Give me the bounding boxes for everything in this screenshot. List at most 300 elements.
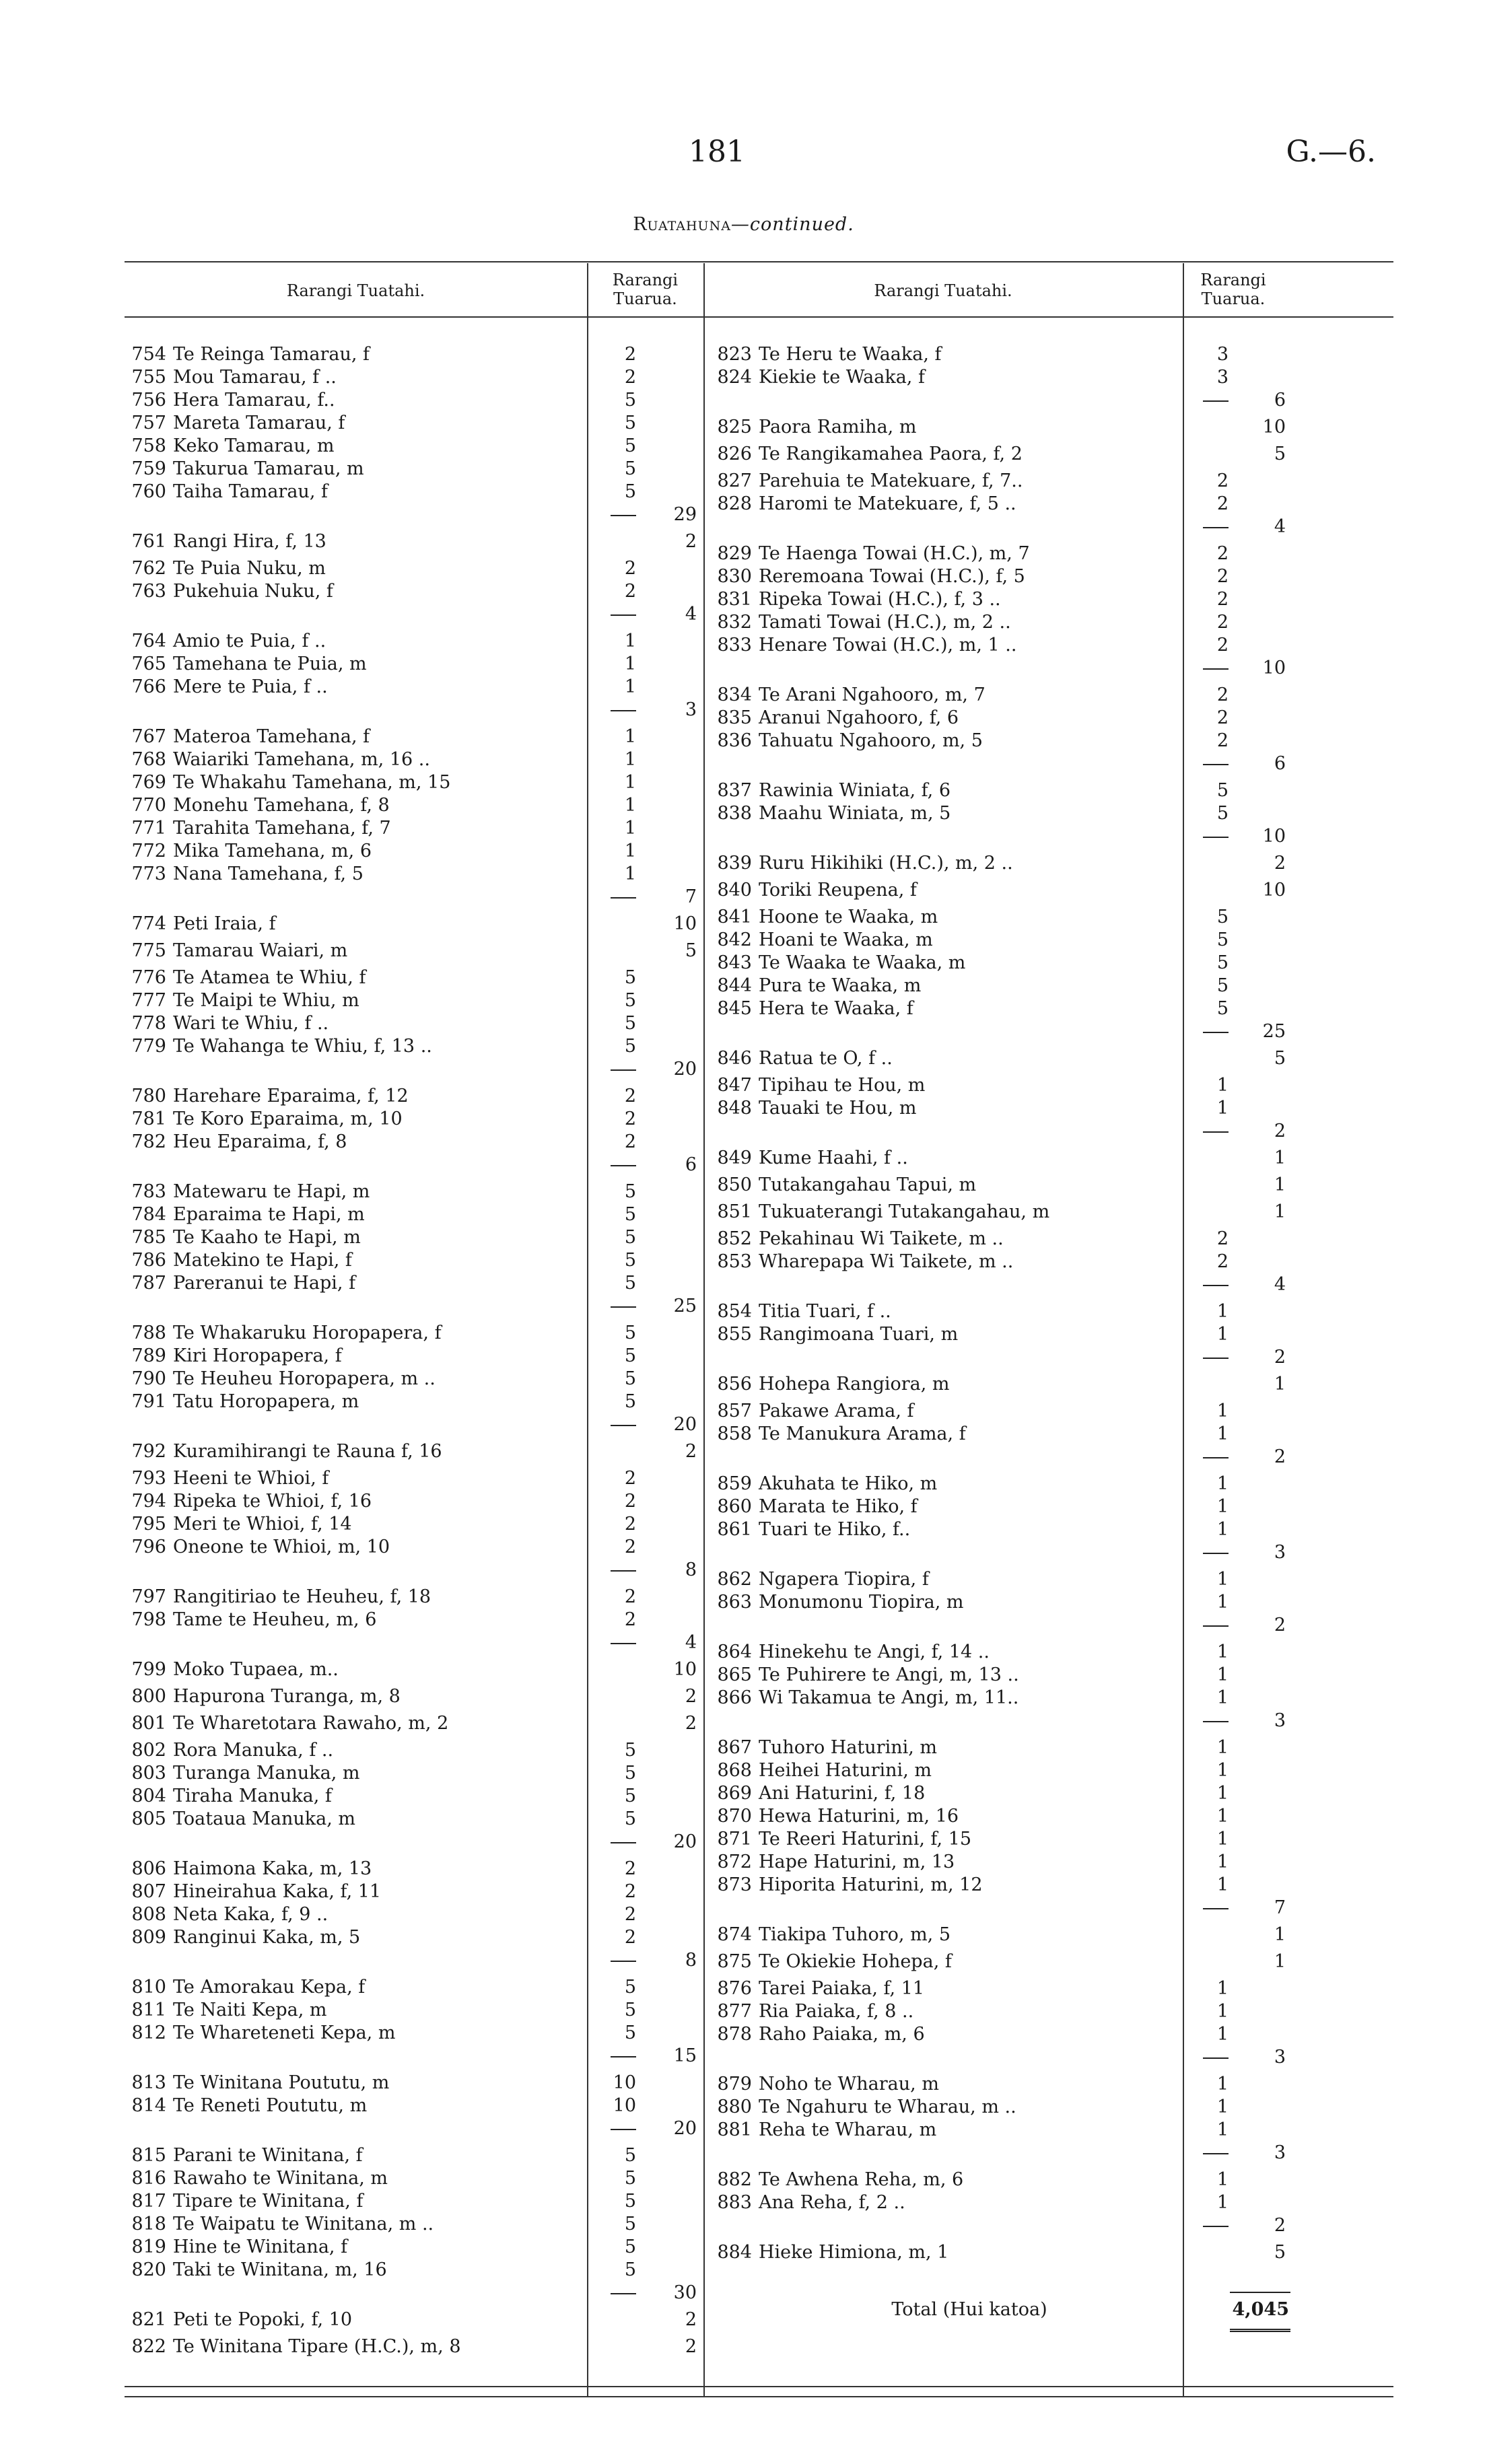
table-row — [0, 1518, 1487, 1541]
entry-number: 843 — [717, 952, 752, 973]
entry-share: 2 — [624, 1609, 636, 1630]
table-row — [0, 1473, 1487, 1495]
entry-name: Toataua Manuka, m — [173, 1808, 356, 1829]
subtotal-rule — [1203, 1457, 1229, 1458]
entry-number: 879 — [717, 2074, 752, 2095]
entry-subtotal: 25 — [673, 1296, 697, 1316]
entry-name: Hoani te Waaka, m — [759, 929, 933, 950]
entry-share: 2 — [624, 1927, 636, 1948]
entry-share: 1 — [624, 726, 636, 747]
entry-number: 870 — [717, 1806, 752, 1827]
entry-name: Te Kaaho te Hapi, m — [173, 1227, 361, 1248]
entry-share: 2 — [624, 1468, 636, 1489]
entry-subtotal: 8 — [685, 1559, 697, 1580]
subtotal-row — [0, 1897, 1487, 1920]
table-row — [0, 1805, 1487, 1828]
entry-share: 1 — [1216, 1687, 1229, 1708]
entry-number: 840 — [717, 880, 752, 901]
subtotal-row — [0, 516, 1487, 538]
entry-total: 5 — [685, 940, 697, 961]
entry-name: Takurua Tamarau, m — [173, 458, 364, 479]
entry-name: Te Wharetotara Rawaho, m, 2 — [173, 1713, 449, 1734]
entry-name: Hineirahua Kaka, f, 11 — [173, 1881, 382, 1902]
entry-number: 876 — [717, 1978, 752, 1999]
entry-number: 827 — [717, 470, 752, 491]
entry-name: Heu Eparaima, f, 8 — [173, 1131, 347, 1152]
entry-number: 832 — [717, 612, 752, 633]
table-row — [0, 2191, 1487, 2214]
entry-name: Te Amorakau Kepa, f — [173, 1977, 366, 1998]
entry-share: 1 — [1216, 2097, 1229, 2117]
entry-number: 800 — [131, 1686, 166, 1707]
entry-name: Ripeka Towai (H.C.), f, 3 .. — [759, 589, 1001, 610]
entry-number: 763 — [131, 581, 166, 602]
entry-share: 1 — [1216, 1783, 1229, 1804]
entry-subtotal: 6 — [1274, 753, 1286, 774]
entry-number: 842 — [717, 929, 752, 950]
table-row — [0, 416, 1487, 439]
entry-share: 1 — [624, 818, 636, 839]
entry-name: Hiporita Haturini, m, 12 — [759, 1874, 983, 1895]
table-row — [0, 493, 1487, 516]
entry-name: Hera Tamarau, f.. — [173, 390, 335, 411]
subtotal-row — [0, 1710, 1487, 1732]
entry-subtotal: 2 — [1274, 1446, 1286, 1467]
entry-share: 10 — [613, 2072, 636, 2093]
entry-name: Toriki Reupena, f — [759, 880, 917, 901]
table-row — [0, 802, 1487, 825]
entry-number: 882 — [717, 2169, 752, 2190]
entry-name: Peti Iraia, f — [173, 913, 276, 934]
document-code: G.—6. — [1286, 135, 1376, 169]
entry-name: Tarahita Tamehana, f, 7 — [173, 818, 391, 839]
entry-share: 2 — [624, 581, 636, 602]
subtotal-row — [0, 2214, 1487, 2237]
entry-name: Nana Tamehana, f, 5 — [173, 864, 364, 884]
entry-name: Mika Tamehana, m, 6 — [173, 841, 372, 861]
table-row — [0, 1977, 1487, 2000]
table-row — [0, 2000, 1487, 2023]
entry-number: 797 — [131, 1586, 166, 1607]
entry-subtotal: 20 — [673, 1414, 697, 1435]
entry-number: 872 — [717, 1852, 752, 1872]
entry-subtotal: 8 — [685, 1950, 697, 1971]
entry-share: 3 — [1216, 367, 1229, 388]
entry-number: 844 — [717, 975, 752, 996]
entry-name: Te Rangikamahea Paora, f, 2 — [759, 444, 1023, 464]
entry-name: Tauaki te Hou, m — [759, 1098, 917, 1119]
table-row — [0, 952, 1487, 975]
table-row — [0, 975, 1487, 997]
table-row — [0, 997, 1487, 1020]
entry-number: 838 — [717, 803, 752, 824]
entry-share: 1 — [1216, 2192, 1229, 2213]
entry-total: 2 — [685, 2336, 697, 2357]
entry-share: 2 — [1216, 589, 1229, 610]
subtotal-row — [0, 1614, 1487, 1637]
entry-name: Rangimoana Tuari, m — [759, 1324, 959, 1345]
entry-name: Pareranui te Hapi, f — [173, 1273, 356, 1294]
entry-share: 1 — [1216, 1473, 1229, 1494]
table-row — [0, 1828, 1487, 1851]
table-row — [0, 1423, 1487, 1446]
entry-name: Rora Manuka, f .. — [173, 1740, 334, 1761]
entry-name: Monumonu Tiopira, m — [759, 1592, 964, 1613]
subtotal-rule — [1203, 837, 1229, 838]
subtotal-row — [0, 1020, 1487, 1043]
entry-total: 5 — [1274, 1048, 1286, 1069]
table-row — [0, 906, 1487, 929]
left-name-header: Rarangi Tuatahi. — [286, 281, 425, 300]
table-row — [0, 1373, 1487, 1396]
entry-share: 2 — [1216, 566, 1229, 587]
table-row — [0, 1950, 1487, 1973]
entry-number: 857 — [717, 1401, 752, 1421]
entry-subtotal: 4 — [685, 1632, 697, 1653]
entry-share: 5 — [624, 1204, 636, 1225]
entry-name: Waiariki Tamehana, m, 16 .. — [173, 749, 430, 770]
entry-share: 1 — [1216, 1496, 1229, 1517]
entry-number: 779 — [131, 1036, 166, 1057]
entry-share: 5 — [624, 1181, 636, 1202]
entry-share: 1 — [1216, 1978, 1229, 1999]
subtotal-row — [0, 752, 1487, 775]
entry-share: 5 — [1216, 998, 1229, 1019]
entry-name: Noho te Wharau, m — [759, 2074, 939, 2095]
entry-name: Henare Towai (H.C.), m, 1 .. — [759, 635, 1017, 656]
table-row — [0, 1400, 1487, 1423]
entry-name: Haimona Kaka, m, 13 — [173, 1858, 372, 1879]
entry-number: 873 — [717, 1874, 752, 1895]
entry-name: Rawaho te Winitana, m — [173, 2168, 388, 2189]
entry-number: 826 — [717, 444, 752, 464]
entry-number: 818 — [131, 2214, 166, 2234]
entry-name: Te Haenga Towai (H.C.), m, 7 — [759, 543, 1030, 564]
entry-number: 796 — [131, 1537, 166, 1557]
entry-name: Raho Paiaka, m, 6 — [759, 2024, 925, 2045]
entry-number: 833 — [717, 635, 752, 656]
entry-subtotal: 4 — [685, 604, 697, 625]
entry-number: 860 — [717, 1496, 752, 1517]
entry-number: 760 — [131, 481, 166, 502]
entry-number: 825 — [717, 417, 752, 437]
entry-name: Pekahinau Wi Taikete, m .. — [759, 1228, 1004, 1249]
entry-share: 5 — [624, 458, 636, 479]
table-row — [0, 1201, 1487, 1224]
entry-number: 805 — [131, 1808, 166, 1829]
entry-number: 821 — [131, 2309, 166, 2330]
entry-name: Kiekie te Waaka, f — [759, 367, 925, 388]
entry-share: 5 — [624, 481, 636, 502]
entry-name: Ria Paiaka, f, 8 .. — [759, 2001, 914, 2022]
entry-share: 5 — [624, 1763, 636, 1784]
entry-name: Parehuia te Matekuare, f, 7.. — [759, 470, 1023, 491]
entry-total: 5 — [1274, 2242, 1286, 2263]
entry-number: 802 — [131, 1740, 166, 1761]
entry-number: 863 — [717, 1592, 752, 1613]
entry-number: 878 — [717, 2024, 752, 2045]
entry-total: 2 — [685, 531, 697, 552]
entry-number: 809 — [131, 1927, 166, 1948]
table-row — [0, 2119, 1487, 2142]
entry-name: Te Waipatu te Winitana, m .. — [173, 2214, 434, 2234]
table-row — [0, 1147, 1487, 1170]
subtotal-row — [0, 657, 1487, 680]
subtotal-row — [0, 2046, 1487, 2069]
entry-number: 806 — [131, 1858, 166, 1879]
entry-total: 10 — [1262, 417, 1286, 437]
entry-number: 785 — [131, 1227, 166, 1248]
entry-name: Parani te Winitana, f — [173, 2145, 363, 2166]
entry-name: Harehare Eparaima, f, 12 — [173, 1086, 409, 1106]
entry-name: Te Whakaruku Horopapera, f — [173, 1323, 442, 1343]
subtotal-row — [0, 2142, 1487, 2164]
entry-subtotal: 6 — [1274, 390, 1286, 411]
entry-name: Rawinia Winiata, f, 6 — [759, 780, 951, 801]
entry-share: 2 — [624, 1514, 636, 1535]
entry-number: 808 — [131, 1904, 166, 1925]
entry-number: 864 — [717, 1642, 752, 1662]
entry-number: 820 — [131, 2259, 166, 2280]
entry-number: 869 — [717, 1783, 752, 1804]
entry-number: 804 — [131, 1786, 166, 1806]
entry-subtotal: 2 — [1274, 2215, 1286, 2236]
entry-name: Hieke Himiona, m, 1 — [759, 2242, 949, 2263]
entry-name: Moko Tupaea, m.. — [173, 1659, 339, 1680]
table-row — [0, 1591, 1487, 1614]
entry-number: 856 — [717, 1374, 752, 1395]
left-value-header-line2: Tuarua. — [613, 289, 677, 308]
entry-number: 764 — [131, 631, 166, 652]
entry-share: 1 — [1216, 1423, 1229, 1444]
entry-name: Te Naiti Kepa, m — [173, 2000, 327, 2020]
entry-number: 822 — [131, 2336, 166, 2357]
entry-name: Ngapera Tiopira, f — [759, 1569, 929, 1590]
entry-share: 5 — [624, 1740, 636, 1761]
entry-number: 877 — [717, 2001, 752, 2022]
entry-share: 5 — [624, 2237, 636, 2257]
entry-share: 5 — [624, 435, 636, 456]
entry-share: 2 — [624, 558, 636, 579]
table-row — [0, 1251, 1487, 1273]
entry-number: 795 — [131, 1514, 166, 1535]
entry-number: 776 — [131, 967, 166, 988]
entry-name: Te Waaka te Waaka, m — [759, 952, 966, 973]
entry-number: 772 — [131, 841, 166, 861]
entry-name: Matekino te Hapi, f — [173, 1250, 352, 1271]
entry-share: 1 — [1216, 2169, 1229, 2190]
entry-share: 2 — [1216, 707, 1229, 728]
entry-name: Tarei Paiaka, f, 11 — [759, 1978, 925, 1999]
entry-name: Tutakangahau Tapui, m — [759, 1174, 977, 1195]
entry-name: Heihei Haturini, m — [759, 1760, 932, 1781]
total-double-rule — [1230, 2329, 1290, 2332]
entry-number: 803 — [131, 1763, 166, 1784]
entry-share: 5 — [624, 2022, 636, 2043]
entry-total: 5 — [1274, 444, 1286, 464]
entry-share: 5 — [624, 1391, 636, 1412]
entry-subtotal: 7 — [685, 886, 697, 907]
entry-number: 834 — [717, 684, 752, 705]
entry-name: Pura te Waaka, m — [759, 975, 922, 996]
entry-number: 848 — [717, 1098, 752, 1119]
entry-number: 884 — [717, 2242, 752, 2263]
entry-share: 2 — [624, 1108, 636, 1129]
entry-subtotal: 4 — [1274, 516, 1286, 537]
entry-total: 10 — [673, 913, 697, 934]
entry-total: 2 — [685, 1686, 697, 1707]
entry-name: Tamati Towai (H.C.), m, 2 .. — [759, 612, 1011, 633]
entry-name: Kiri Horopapera, f — [173, 1345, 342, 1366]
entry-total: 1 — [1274, 1924, 1286, 1945]
entry-number: 847 — [717, 1075, 752, 1096]
table-row — [0, 366, 1487, 389]
table-row — [0, 1174, 1487, 1197]
entry-share: 5 — [624, 1368, 636, 1389]
entry-share: 2 — [1216, 1228, 1229, 1249]
entry-share: 5 — [624, 1808, 636, 1829]
entry-subtotal: 10 — [1262, 658, 1286, 678]
entry-total: 10 — [1262, 880, 1286, 901]
entry-number: 881 — [717, 2119, 752, 2140]
entry-total: 1 — [1274, 1148, 1286, 1168]
entry-name: Te Reinga Tamarau, f — [173, 344, 370, 365]
entry-share: 5 — [1216, 803, 1229, 824]
entry-name: Matewaru te Hapi, m — [173, 1181, 370, 1202]
entry-share: 2 — [624, 1586, 636, 1607]
entry-name: Te Puhirere te Angi, m, 13 .. — [759, 1664, 1019, 1685]
entry-name: Te Winitana Tipare (H.C.), m, 8 — [173, 2336, 461, 2357]
entry-name: Hape Haturini, m, 13 — [759, 1852, 955, 1872]
entry-number: 883 — [717, 2192, 752, 2213]
entry-number: 839 — [717, 853, 752, 874]
entry-share: 1 — [1216, 1642, 1229, 1662]
entry-number: 874 — [717, 1924, 752, 1945]
entry-share: 5 — [624, 1227, 636, 1248]
table-row — [0, 1874, 1487, 1897]
entry-subtotal: 6 — [685, 1154, 697, 1175]
entry-number: 817 — [131, 2191, 166, 2212]
entry-share: 5 — [624, 390, 636, 411]
entry-share: 1 — [624, 749, 636, 770]
table-row — [0, 588, 1487, 611]
entry-share: 2 — [624, 1131, 636, 1152]
entry-number: 835 — [717, 707, 752, 728]
entry-number: 755 — [131, 367, 166, 388]
entry-total: 2 — [1274, 853, 1286, 874]
entry-share: 1 — [1216, 1829, 1229, 1850]
entry-total: 10 — [673, 1659, 697, 1680]
entry-subtotal: 20 — [673, 1831, 697, 1852]
entry-name: Tame te Heuheu, m, 6 — [173, 1609, 377, 1630]
entry-name: Materoa Tamehana, f — [173, 726, 370, 747]
entry-share: 1 — [624, 864, 636, 884]
entry-number: 854 — [717, 1301, 752, 1322]
right-value-header-line1: Rarangi — [1200, 271, 1266, 289]
subtotal-rule — [1203, 1032, 1229, 1033]
entry-number: 845 — [717, 998, 752, 1019]
entry-name: Aranui Ngahooro, f, 6 — [759, 707, 959, 728]
entry-subtotal: 3 — [685, 699, 697, 720]
entry-name: Te Manukura Arama, f — [759, 1423, 966, 1444]
table-row — [0, 611, 1487, 634]
entry-name: Peti te Popoki, f, 10 — [173, 2309, 352, 2330]
entry-number: 837 — [717, 780, 752, 801]
entry-share: 5 — [624, 2145, 636, 2166]
entry-share: 1 — [1216, 1301, 1229, 1322]
table-row — [0, 1300, 1487, 1323]
entry-number: 836 — [717, 730, 752, 751]
entry-share: 1 — [1216, 2024, 1229, 2045]
entry-number: 774 — [131, 913, 166, 934]
entry-number: 754 — [131, 344, 166, 365]
entry-number: 756 — [131, 390, 166, 411]
entry-number: 759 — [131, 458, 166, 479]
entry-name: Hewa Haturini, m, 16 — [759, 1806, 959, 1827]
entry-name: Mareta Tamarau, f — [173, 413, 345, 433]
table-row — [0, 542, 1487, 565]
entry-name: Te Heru te Waaka, f — [759, 344, 942, 365]
entry-number: 801 — [131, 1713, 166, 1734]
entry-name: Paora Ramiha, m — [759, 417, 917, 437]
entry-share: 2 — [1216, 493, 1229, 514]
table-row — [0, 2169, 1487, 2191]
entry-name: Heeni te Whioi, f — [173, 1468, 329, 1489]
right-value-header-line2: Tuarua. — [1201, 289, 1266, 308]
entry-subtotal: 25 — [1262, 1021, 1286, 1042]
entry-number: 871 — [717, 1829, 752, 1850]
entry-number: 829 — [717, 543, 752, 564]
table-row — [0, 1687, 1487, 1710]
entry-name: Taki te Winitana, m, 16 — [173, 2259, 387, 2280]
entry-share: 5 — [1216, 975, 1229, 996]
entry-share: 1 — [1216, 1737, 1229, 1758]
subtotal-rule — [1203, 1721, 1229, 1722]
entry-number: 855 — [717, 1324, 752, 1345]
entry-name: Te Wahanga te Whiu, f, 13 .. — [173, 1036, 432, 1057]
table-row — [0, 470, 1487, 493]
entry-number: 862 — [717, 1569, 752, 1590]
entry-name: Neta Kaka, f, 9 .. — [173, 1904, 328, 1925]
entry-subtotal: 10 — [1262, 826, 1286, 847]
entry-share: 5 — [624, 1345, 636, 1366]
entry-subtotal: 2 — [1274, 1347, 1286, 1368]
table-row — [0, 634, 1487, 657]
table-row — [0, 730, 1487, 752]
table-row — [0, 1641, 1487, 1664]
entry-share: 1 — [624, 654, 636, 674]
subtotal-rule — [1203, 1625, 1229, 1627]
entry-share: 2 — [624, 344, 636, 365]
entry-share: 2 — [1216, 1251, 1229, 1272]
subtotal-rule — [1203, 1908, 1229, 1909]
entry-subtotal: 15 — [673, 2045, 697, 2066]
entry-share: 1 — [1216, 1874, 1229, 1895]
table-row — [0, 707, 1487, 730]
entry-share: 5 — [624, 1250, 636, 1271]
entry-name: Marata te Hiko, f — [759, 1496, 918, 1517]
entry-share: 2 — [1216, 543, 1229, 564]
entry-name: Pakawe Arama, f — [759, 1401, 914, 1421]
entry-number: 771 — [131, 818, 166, 839]
entry-number: 784 — [131, 1204, 166, 1225]
entry-name: Hohepa Rangiora, m — [759, 1374, 950, 1395]
entry-number: 778 — [131, 1013, 166, 1034]
table-row — [0, 343, 1487, 366]
entry-number: 789 — [131, 1345, 166, 1366]
entry-number: 807 — [131, 1881, 166, 1902]
entry-name: Haromi te Matekuare, f, 5 .. — [759, 493, 1016, 514]
